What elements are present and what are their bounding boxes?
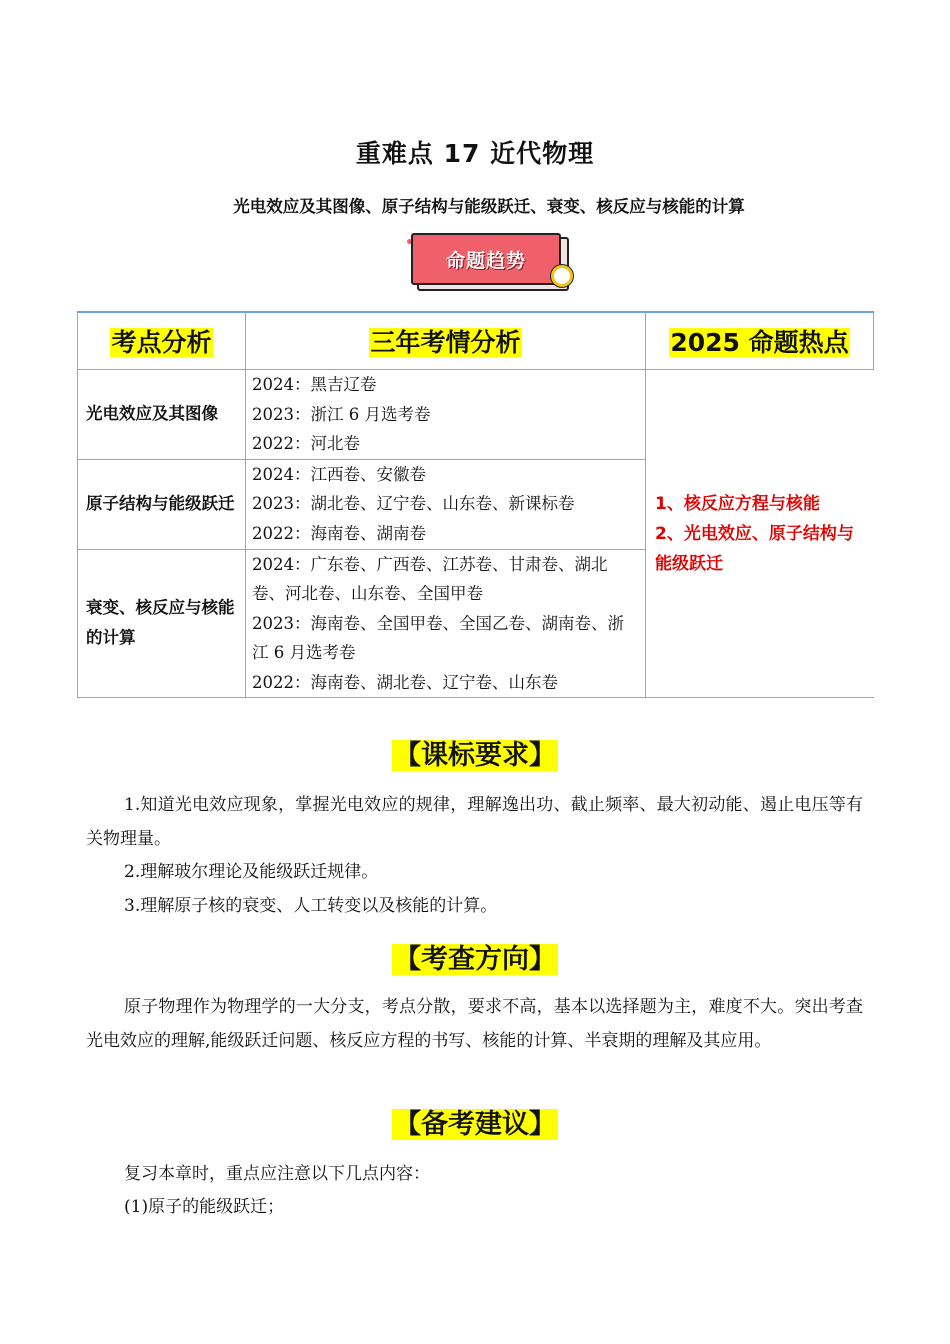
row-exams	[246, 459, 646, 549]
trend-badge-label: 命题趋势	[411, 233, 561, 285]
hot-topics-cell	[646, 370, 874, 698]
curriculum-item: 1.知道光电效应现象，掌握光电效应的规律，理解逸出功、截止频率、最大初动能、遏止电压等有关物理量。	[86, 795, 863, 849]
exam-line: 2024：江西卷、安徽卷	[252, 464, 426, 484]
hot-topic-item: 1、核反应方程与核能	[655, 493, 820, 514]
curriculum-heading: 【课标要求】	[394, 740, 556, 771]
header-topic: 考点分析	[78, 312, 246, 370]
row-topic: 原子结构与能级跃迁	[78, 459, 246, 549]
advice-heading: 【备考建议】	[394, 1109, 556, 1140]
hot-topic-item: 2、光电效应、原子结构与能级跃迁	[655, 523, 854, 574]
row-exams	[246, 370, 646, 460]
row-topic: 光电效应及其图像	[78, 370, 246, 460]
exam-line: 2023：浙江 6 月选考卷	[252, 404, 431, 424]
exam-analysis-table	[77, 311, 874, 698]
exam-line: 2023：海南卷、全国甲卷、全国乙卷、湖南卷、浙江 6 月选考卷	[252, 613, 624, 662]
exam-line: 2023：湖北卷、辽宁卷、山东卷、新课标卷	[252, 494, 575, 514]
exam-line: 2022：海南卷、湖南卷	[252, 523, 426, 543]
header-hot: 2025 命题热点	[646, 312, 874, 370]
advice-item: (1)原子的能级跃迁；	[124, 1197, 285, 1217]
curriculum-item: 3.理解原子核的衰变、人工转变以及核能的计算。	[124, 896, 498, 916]
direction-heading: 【考查方向】	[394, 944, 556, 975]
curriculum-item: 2.理解玻尔理论及能级跃迁规律。	[124, 862, 379, 882]
table-header-row	[78, 312, 874, 370]
header-exams: 三年考情分析	[246, 312, 646, 370]
page-title: 重难点 17 近代物理	[355, 139, 595, 168]
row-exams	[246, 549, 646, 698]
advice-item: 复习本章时，重点应注意以下几点内容：	[124, 1164, 430, 1184]
table-row	[78, 370, 874, 460]
exam-line: 2022：河北卷	[252, 434, 360, 453]
ring-icon	[551, 265, 573, 287]
exam-line: 2024：黑吉辽卷	[252, 375, 377, 394]
page-subtitle: 光电效应及其图像、原子结构与能级跃迁、衰变、核反应与核能的计算	[233, 197, 745, 216]
trend-badge	[407, 229, 573, 291]
exam-line: 2024：广东卷、广西卷、江苏卷、甘肃卷、湖北卷、河北卷、山东卷、全国甲卷	[252, 554, 608, 603]
exam-line: 2022：海南卷、湖北卷、辽宁卷、山东卷	[252, 672, 558, 692]
direction-paragraph: 原子物理作为物理学的一大分支，考点分散，要求不高，基本以选择题为主，难度不大。突出考查光电效应的理解,能级跃迁问题、核反应方程的书写、核能的计算、半衰期的理解及其应用。	[86, 997, 863, 1051]
row-topic: 衰变、核反应与核能的计算	[78, 549, 246, 698]
